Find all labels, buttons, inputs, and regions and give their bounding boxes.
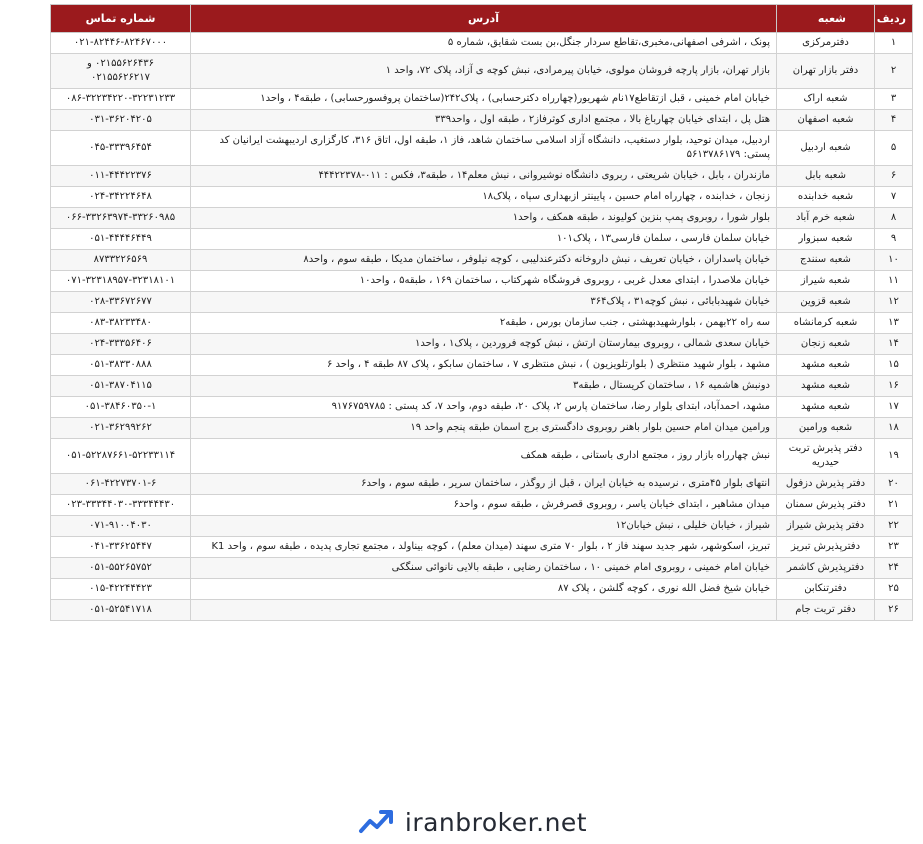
table-row	[51, 495, 913, 516]
cell-address: اردبیل، میدان توحید، بلوار دستغیب، دانشگاه آزاد اسلامی ساختمان شاهد، فاز ۱، طبقه اول، اتاق ۳۱۶، کارگزاری اردیبهشت ایرانیان کد پستی: ۵۶۱۳۷۸۶۱۷۹	[191, 131, 777, 166]
cell-address: خیابان امام خمینی ، روبروی امام خمینی ۱۰ ، ساختمان رضایی ، طبقه بالایی نانوائی سنگکی	[191, 558, 777, 579]
table-row	[51, 166, 913, 187]
cell-address: مشهد، احمدآباد، ابتدای بلوار رضا، ساختمان پارس ۲، پلاک ۲۰، طبقه دوم، واحد ۷، کد پستی : ۹۱۷۶۷۵۹۷۸۵	[191, 397, 777, 418]
table-body	[51, 33, 913, 621]
cell-index: ۲۳	[875, 537, 913, 558]
cell-index: ۱۱	[875, 271, 913, 292]
table-row	[51, 271, 913, 292]
cell-address: خیابان پاسداران ، خیابان تعریف ، نبش داروخانه دکترعندلیبی ، کوچه نیلوفر ، ساختمان مدیکا ، طبقه سوم ، واحد۸	[191, 250, 777, 271]
cell-phone: ۰۲۴-۳۴۲۲۴۶۴۸	[51, 187, 191, 208]
cell-address: میدان مشاهیر ، ابتدای خیابان یاسر ، روبروی قصرفرش ، طبقه سوم ، واحد۶	[191, 495, 777, 516]
table-row	[51, 516, 913, 537]
cell-phone: ۰۲۱۵۵۶۲۶۴۳۶ و ۰۲۱۵۵۶۲۶۲۱۷	[51, 54, 191, 89]
cell-branch: شعبه بابل	[777, 166, 875, 187]
cell-branch: دفترپذیرش تبریز	[777, 537, 875, 558]
cell-branch: دفتر بازار تهران	[777, 54, 875, 89]
table-row	[51, 376, 913, 397]
watermark-logo	[322, 800, 622, 844]
cell-index: ۹	[875, 229, 913, 250]
table-row	[51, 537, 913, 558]
cell-address: تبریز، اسکوشهر، شهر جدید سهند فاز ۲ ، بلوار ۷۰ متری سهند (میدان معلم) ، کوچه بیناولد ، مجتمع تجاری پدیده ، طبقه سوم ، واحد K1	[191, 537, 777, 558]
table-row	[51, 313, 913, 334]
table-row	[51, 474, 913, 495]
cell-phone: ۰۲۸-۳۳۶۷۲۶۷۷	[51, 292, 191, 313]
cell-branch: شعبه ورامین	[777, 418, 875, 439]
table-row	[51, 89, 913, 110]
cell-phone: ۰۵۱-۴۴۴۴۶۴۴۹	[51, 229, 191, 250]
cell-branch: دفترتنکابن	[777, 579, 875, 600]
cell-index: ۵	[875, 131, 913, 166]
cell-branch: شعبه خرم آباد	[777, 208, 875, 229]
cell-index: ۱۷	[875, 397, 913, 418]
cell-phone: ۰۶۶-۳۳۲۶۳۹۷۴-۳۳۲۶۰۹۸۵	[51, 208, 191, 229]
cell-branch: شعبه اراک	[777, 89, 875, 110]
table-row	[51, 54, 913, 89]
cell-index: ۲	[875, 54, 913, 89]
cell-address: بازار تهران، بازار پارچه فروشان مولوی، خیابان پیرمرادی، نبش کوچه ی آزاد، پلاک ۷۲، واحد ۱	[191, 54, 777, 89]
table-row	[51, 418, 913, 439]
table-row	[51, 292, 913, 313]
cell-index: ۱۹	[875, 439, 913, 474]
cell-index: ۱۴	[875, 334, 913, 355]
table-row	[51, 208, 913, 229]
watermark-text: iranbroker.net	[404, 807, 588, 837]
table-header-row	[51, 5, 913, 33]
cell-phone: ۰۵۱-۵۵۲۶۵۷۵۲	[51, 558, 191, 579]
cell-phone: ۰۳۱-۳۶۲۰۴۲۰۵	[51, 110, 191, 131]
cell-index: ۷	[875, 187, 913, 208]
cell-index: ۲۴	[875, 558, 913, 579]
cell-branch: شعبه اردبیل	[777, 131, 875, 166]
cell-branch: شعبه قزوین	[777, 292, 875, 313]
header-index: ردیف	[875, 5, 913, 33]
cell-branch: دفترمرکزی	[777, 33, 875, 54]
cell-phone: ۰۱۱-۴۴۴۲۲۳۷۶	[51, 166, 191, 187]
cell-index: ۱۳	[875, 313, 913, 334]
cell-index: ۲۵	[875, 579, 913, 600]
cell-branch: دفتر پذیرش سمنان	[777, 495, 875, 516]
cell-branch: دفترپذیرش کاشمر	[777, 558, 875, 579]
cell-branch: شعبه مشهد	[777, 355, 875, 376]
cell-branch: شعبه زنجان	[777, 334, 875, 355]
cell-phone: ۰۴۵-۳۳۳۹۶۴۵۴	[51, 131, 191, 166]
cell-index: ۲۰	[875, 474, 913, 495]
table-row	[51, 110, 913, 131]
table-row	[51, 229, 913, 250]
header-branch: شعبه	[777, 5, 875, 33]
cell-address: زنجان ، خدابنده ، چهارراه امام حسین ، پایینتر ازبهداری سپاه ، پلاک۱۸	[191, 187, 777, 208]
cell-address: بلوار شورا ، روبروی پمپ بنزین کولیوند ، طبقه همکف ، واحد۱	[191, 208, 777, 229]
cell-address: شیراز ، خیابان خلیلی ، نبش خیابان۱۲	[191, 516, 777, 537]
cell-branch: دفتر پذیرش تربت حیدریه	[777, 439, 875, 474]
table-row	[51, 334, 913, 355]
cell-address: خیابان سلمان فارسی ، سلمان فارسی۱۳ ، پلاک۱۰۱	[191, 229, 777, 250]
cell-index: ۸	[875, 208, 913, 229]
cell-branch: شعبه شیراز	[777, 271, 875, 292]
cell-address: نبش چهارراه بازار روز ، مجتمع اداری باستانی ، طبقه همکف	[191, 439, 777, 474]
cell-index: ۱۶	[875, 376, 913, 397]
cell-index: ۱	[875, 33, 913, 54]
cell-phone: ۰۴۱-۳۳۶۲۵۴۴۷	[51, 537, 191, 558]
table-row	[51, 131, 913, 166]
cell-address: خیابان ملاصدرا ، ابتدای معدل غربی ، روبروی فروشگاه شهرکتاب ، ساختمان ۱۶۹ ، طبقه۵ ، واحد۱۰	[191, 271, 777, 292]
header-address: آدرس	[191, 5, 777, 33]
cell-address	[191, 600, 777, 621]
cell-phone: ۰۸۶-۳۲۲۳۴۲۲۰-۳۲۲۳۱۲۳۳	[51, 89, 191, 110]
cell-branch: شعبه سنندج	[777, 250, 875, 271]
cell-phone: ۰۷۱-۹۱۰۰۴۰۳۰	[51, 516, 191, 537]
cell-index: ۱۵	[875, 355, 913, 376]
cell-branch: شعبه مشهد	[777, 397, 875, 418]
cell-phone: ۰۲۴-۳۳۳۵۶۴۰۶	[51, 334, 191, 355]
cell-phone: ۰۶۱-۴۲۲۷۳۷۰۱-۶	[51, 474, 191, 495]
chart-arrow-icon	[357, 807, 395, 837]
cell-address: هتل پل ، ابتدای خیابان چهارباغ بالا ، مجتمع اداری کوثرفاز۲ ، طبقه اول ، واحد۳۳۹	[191, 110, 777, 131]
cell-address: مشهد ، بلوار شهید منتظری ( بلوارتلویزیون ) ، نبش منتظری ۷ ، ساختمان سابکو ، پلاک ۸۷ طبقه ۴ ، واحد ۶	[191, 355, 777, 376]
cell-branch: شعبه سبزوار	[777, 229, 875, 250]
cell-index: ۳	[875, 89, 913, 110]
cell-branch: شعبه کرمانشاه	[777, 313, 875, 334]
table-row	[51, 187, 913, 208]
cell-branch: شعبه مشهد	[777, 376, 875, 397]
cell-phone: ۰۵۱-۳۸۷۰۴۱۱۵	[51, 376, 191, 397]
table-row	[51, 33, 913, 54]
header-phone: شماره تماس	[51, 5, 191, 33]
cell-index: ۲۲	[875, 516, 913, 537]
table-row	[51, 397, 913, 418]
branches-table	[50, 4, 913, 621]
table-row	[51, 250, 913, 271]
cell-address: پونک ، اشرفی اصفهانی،مخبری،تقاطع سردار جنگل،بن بست شقایق، شماره ۵	[191, 33, 777, 54]
cell-phone: ۰۵۱-۳۸۳۳۰۸۸۸	[51, 355, 191, 376]
table-row	[51, 579, 913, 600]
cell-address: خیابان شیخ فضل الله نوری ، کوچه گلشن ، پلاک ۸۷	[191, 579, 777, 600]
cell-address: خیابان سعدی شمالی ، روبروی بیمارستان ارتش ، نبش کوچه فروردین ، پلاک۱ ، واحد۱	[191, 334, 777, 355]
branches-table-container	[50, 4, 912, 621]
cell-address: ورامین میدان امام حسین بلوار باهنر روبروی دادگستری برج اسمان طبقه پنجم واحد ۱۹	[191, 418, 777, 439]
table-row	[51, 439, 913, 474]
cell-branch: دفتر پذیرش شیراز	[777, 516, 875, 537]
cell-phone: ۰۵۱-۵۲۵۴۱۷۱۸	[51, 600, 191, 621]
cell-address: انتهای بلوار ۴۵متری ، نرسیده به خیابان ایران ، قبل از روگذر ، ساختمان سریر ، طبقه سوم ، واحد۶	[191, 474, 777, 495]
cell-phone: ۰۵۱-۵۲۲۸۷۶۶۱-۵۲۲۳۳۱۱۴	[51, 439, 191, 474]
cell-phone: ۰۷۱-۳۲۳۱۸۹۵۷-۳۲۳۱۸۱۰۱	[51, 271, 191, 292]
cell-phone: ۰۲۱-۸۲۴۴۶-۸۲۴۶۷۰۰۰	[51, 33, 191, 54]
cell-branch: دفتر تربت جام	[777, 600, 875, 621]
table-row	[51, 558, 913, 579]
cell-branch: دفتر پذیرش دزفول	[777, 474, 875, 495]
cell-index: ۱۲	[875, 292, 913, 313]
cell-phone: ۰۱۵-۴۲۲۴۴۴۲۳	[51, 579, 191, 600]
table-row	[51, 355, 913, 376]
cell-address: دونبش هاشمیه ۱۶ ، ساختمان کریستال ، طبقه۳	[191, 376, 777, 397]
cell-phone: ۰۵۱-۳۸۴۶۰۳۵۰-۱	[51, 397, 191, 418]
cell-index: ۱۰	[875, 250, 913, 271]
cell-index: ۴	[875, 110, 913, 131]
cell-address: سه راه ۲۲بهمن ، بلوارشهیدبهشتی ، جنب سازمان بورس ، طبقه۲	[191, 313, 777, 334]
cell-branch: شعبه خدابنده	[777, 187, 875, 208]
cell-phone: ۰۸۳-۳۸۲۳۳۴۸۰	[51, 313, 191, 334]
cell-address: خیابان شهیدبابائی ، نبش کوچه۳۱ ، پلاک۳۶۴	[191, 292, 777, 313]
cell-index: ۱۸	[875, 418, 913, 439]
cell-phone: ۸۷۳۳۲۲۶۵۶۹	[51, 250, 191, 271]
cell-address: مازندران ، بابل ، خیابان شریعتی ، ربروی دانشگاه نوشیروانی ، نبش معلم۱۴ ، طبقه۳، فکس : ۰۱۱-۴۴۴۲۲۳۷۸	[191, 166, 777, 187]
cell-address: خیابان امام خمینی ، قبل ازتقاطع۱۷نام شهریور(چهارراه دکترحسابی) ، پلاک۲۴۲(ساختمان پروفسورحسابی) ، طبقه۴ ، واحد۱	[191, 89, 777, 110]
cell-index: ۶	[875, 166, 913, 187]
cell-branch: شعبه اصفهان	[777, 110, 875, 131]
cell-phone: ۰۲۱-۳۶۲۹۹۲۶۲	[51, 418, 191, 439]
cell-index: ۲۱	[875, 495, 913, 516]
cell-index: ۲۶	[875, 600, 913, 621]
cell-phone: ۰۲۳-۳۳۳۴۴۰۳۰-۳۳۳۴۴۴۳۰	[51, 495, 191, 516]
table-row	[51, 600, 913, 621]
